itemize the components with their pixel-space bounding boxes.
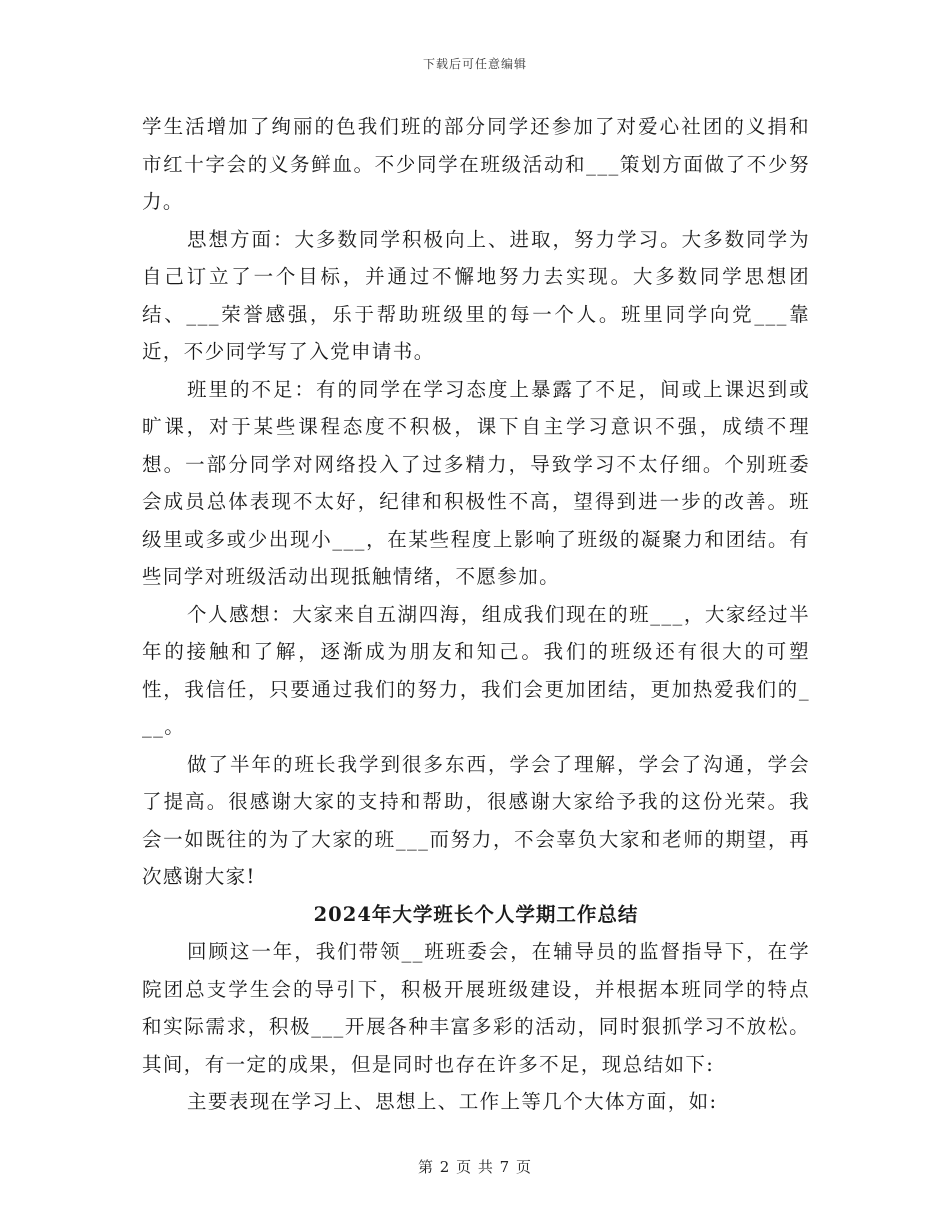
paragraph-thanks: 做了半年的班长我学到很多东西，学会了理解，学会了沟通，学会了提高。很感谢大家的支持和帮助，很感谢大家给予我的这份光荣。我会一如既往的为了大家的班___而努力，不会辜负大家和老师的期望，再次感谢大家!: [142, 752, 810, 888]
page-header-note: 下载后可任意编辑: [422, 57, 527, 71]
paragraph-shortcomings: 班里的不足：有的同学在学习态度上暴露了不足，间或上课迟到或旷课，对于某些课程态度不积极，课下自主学习意识不强，成绩不理想。一部分同学对网络投入了过多精力，导致学习不太仔细。个别班委会成员总体表现不太好，纪律和积极性不高，望得到进一步的改善。班级里或多或少出现小___，在某些程度上影响了班级的凝聚力和团结。有些同学对班级活动出现抵触情绪，不愿参加。: [142, 377, 810, 588]
paragraph-main-aspects: 主要表现在学习上、思想上、工作上等几个大体方面，如:: [187, 1090, 718, 1113]
paragraph-activities: 学生活增加了绚丽的色我们班的部分同学还参加了对爱心社团的义捐和市红十字会的义务鲜血。不少同学在班级活动和___策划方面做了不少努力。: [142, 115, 810, 213]
document-body: [142, 108, 810, 1121]
paragraph-personal-feelings: 个人感想：大家来自五湖四海，组成我们现在的班___，大家经过半年的接触和了解，逐渐成为朋友和知己。我们的班级还有很大的可塑性，我信任，只要通过我们的努力，我们会更加团结，更加热爱我们的___。: [142, 602, 810, 738]
page-number: 第 2 页 共 7 页: [418, 1158, 532, 1176]
section-title: 2024年大学班长个人学期工作总结: [313, 902, 639, 926]
paragraph-review: 回顾这一年，我们带领__班班委会，在辅导员的监督指导下，在学院团总支学生会的导引下，积极开展班级建设，并根据本班同学的特点和实际需求，积极___开展各种丰富多彩的活动，同时狠抓学习不放松。其间，有一定的成果，但是同时也存在许多不足，现总结如下:: [142, 940, 810, 1076]
paragraph-thoughts: 思想方面：大多数同学积极向上、进取，努力学习。大多数同学为自己订立了一个目标，并通过不懈地努力去实现。大多数同学思想团结、___荣誉感强，乐于帮助班级里的每一个人。班里同学向党___靠近，不少同学写了入党申请书。: [142, 227, 810, 363]
